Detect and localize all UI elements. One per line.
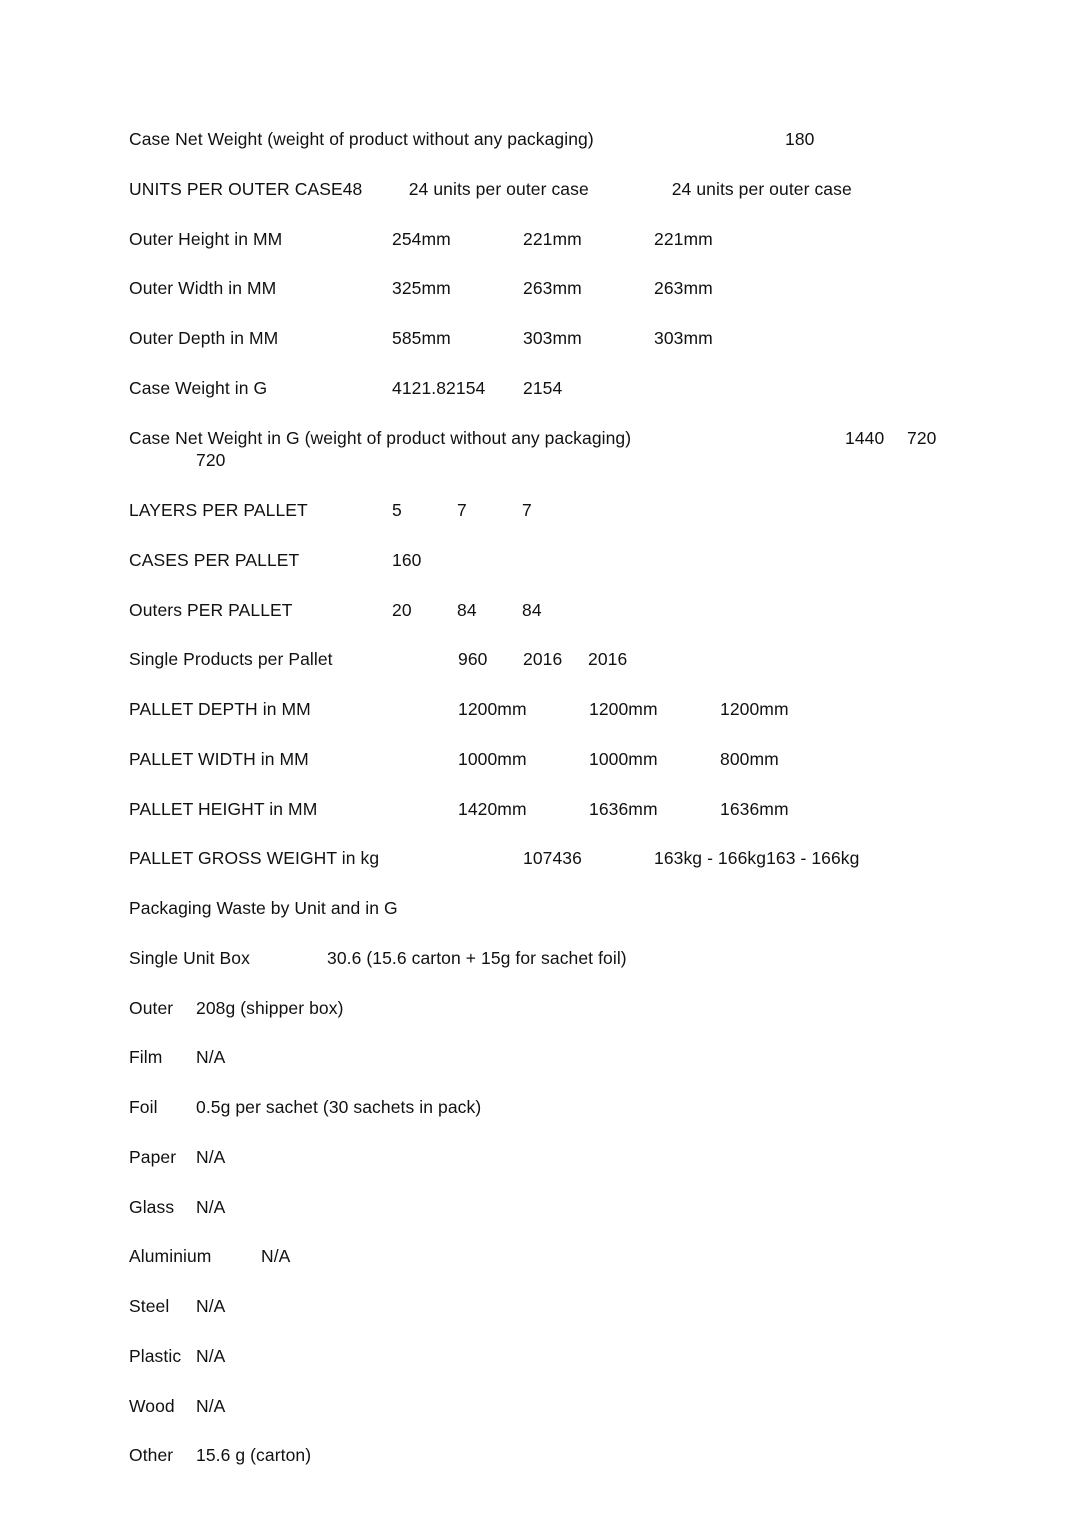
row-value: 585mm [392,328,451,348]
row-label: PALLET DEPTH in MM [129,699,311,719]
row-value: N/A [196,1395,226,1416]
row-label: LAYERS PER PALLET [129,500,308,520]
row-value: 1440 [845,427,885,448]
spec-row-pallet-width-mm [129,748,959,771]
row-value: 2016 [588,649,628,670]
spec-row-paper [129,1146,959,1169]
row-label: Glass [129,1196,175,1217]
spec-row-aluminium [129,1245,959,1268]
row-value: 0.5g per sachet (30 sachets in pack) [196,1097,482,1117]
row-label: Outer Depth in MM [129,328,279,348]
section-heading: Packaging Waste by Unit and in G [129,898,398,918]
row-value: N/A [196,1047,226,1068]
spec-row-single-unit-box [129,947,959,970]
row-label: Outer [129,997,174,1018]
row-value: 24 units per outer case [671,178,852,199]
spec-row-layers-per-pallet [129,499,959,522]
row-label: Plastic [129,1345,182,1366]
row-label: Case Weight in G [129,377,268,398]
row-label: Other [129,1445,174,1466]
spec-row-units-per-outer-case [129,178,959,201]
row-value: 208g (shipper box) [196,997,344,1018]
document-body [129,128,959,1494]
row-value: 800mm [720,748,779,769]
row-value: 2154 [523,377,563,398]
row-label: Outer Height in MM [129,228,283,249]
row-value: 1636mm [720,798,789,819]
spec-row-film [129,1046,959,1069]
row-value: 20 [392,599,412,620]
row-value: N/A [261,1246,291,1267]
row-value: 221mm [523,228,582,249]
row-value: 1636mm [589,798,658,819]
row-label: Outer Width in MM [129,278,277,299]
row-label: Case Net Weight in G (weight of product without any packaging) [129,427,632,448]
row-value: 163 - 166kg [766,848,860,869]
row-value: 48 [342,178,363,199]
row-value: 1420mm [458,798,527,819]
spec-row-outer-height-mm [129,228,959,251]
row-value: 960 [458,649,488,670]
row-label: Outers PER PALLET [129,599,293,620]
row-value: N/A [196,1345,226,1366]
row-value: 84 [522,599,542,620]
row-value: 84 [457,599,477,620]
row-value: 325mm [392,278,451,299]
row-value: 720 [196,450,226,471]
row-value: 2016 [523,649,563,670]
row-label: PALLET WIDTH in MM [129,748,309,769]
row-label: Aluminium [129,1246,212,1267]
spec-row-glass [129,1196,959,1219]
row-value: N/A [196,1196,226,1217]
row-value: N/A [196,1146,226,1167]
row-value: 7 [457,500,467,520]
spec-row-steel [129,1295,959,1318]
row-value: 163kg - 166kg [654,848,767,869]
row-label: Paper [129,1146,177,1167]
row-label: UNITS PER OUTER CASE [129,178,343,199]
spec-row-packaging-waste-heading [129,897,959,920]
spec-row-pallet-height-mm [129,798,959,821]
spec-row-case-net-weight [129,128,959,151]
spec-row-cases-per-pallet [129,549,959,572]
row-label: Foil [129,1097,158,1117]
row-value: 24 units per outer case [408,178,589,199]
row-value: 1200mm [458,699,527,719]
spec-row-outers-per-pallet [129,599,959,622]
row-value: 15.6 g (carton) [196,1445,312,1466]
spec-row-other [129,1444,959,1467]
spec-row-outer-width-mm [129,277,959,300]
spec-row-pallet-depth-mm [129,698,959,721]
row-value: 5 [392,500,402,520]
row-value: 263mm [654,278,713,299]
spec-row-plastic [129,1345,959,1368]
row-label: Steel [129,1296,170,1316]
row-value: 303mm [523,328,582,348]
spec-row-single-products-per-pallet [129,648,959,671]
row-label: Wood [129,1395,175,1416]
row-value: 1200mm [720,699,789,719]
spec-row-foil [129,1096,959,1119]
row-value: 303mm [654,328,713,348]
row-value: 30.6 (15.6 carton + 15g for sachet foil) [327,947,627,968]
row-label: Single Products per Pallet [129,649,333,670]
row-value: 107436 [523,848,582,869]
row-label: PALLET HEIGHT in MM [129,798,318,819]
row-label: Film [129,1047,163,1068]
spec-row-case-weight-g [129,377,959,400]
spec-row-pallet-gross-weight-kg [129,847,959,870]
row-value: 1000mm [458,748,527,769]
spec-row-outer-depth-mm [129,327,959,350]
spec-row-outer [129,997,959,1020]
row-value: 1000mm [589,748,658,769]
row-label: Case Net Weight (weight of product without any packaging) [129,129,594,149]
row-value: 263mm [523,278,582,299]
spec-row-case-net-weight-g [129,427,959,473]
row-value: 180 [785,129,815,149]
row-label: Single Unit Box [129,947,250,968]
row-value: 720 [907,427,937,448]
row-label: CASES PER PALLET [129,549,300,570]
row-value: N/A [196,1296,226,1316]
row-value: 160 [392,549,422,570]
row-value: 1200mm [589,699,658,719]
row-value: 7 [522,500,532,520]
row-value: 221mm [654,228,713,249]
row-value: 4121.82154 [392,377,486,398]
row-value: 254mm [392,228,451,249]
spec-row-wood [129,1395,959,1418]
row-label: PALLET GROSS WEIGHT in kg [129,848,380,869]
